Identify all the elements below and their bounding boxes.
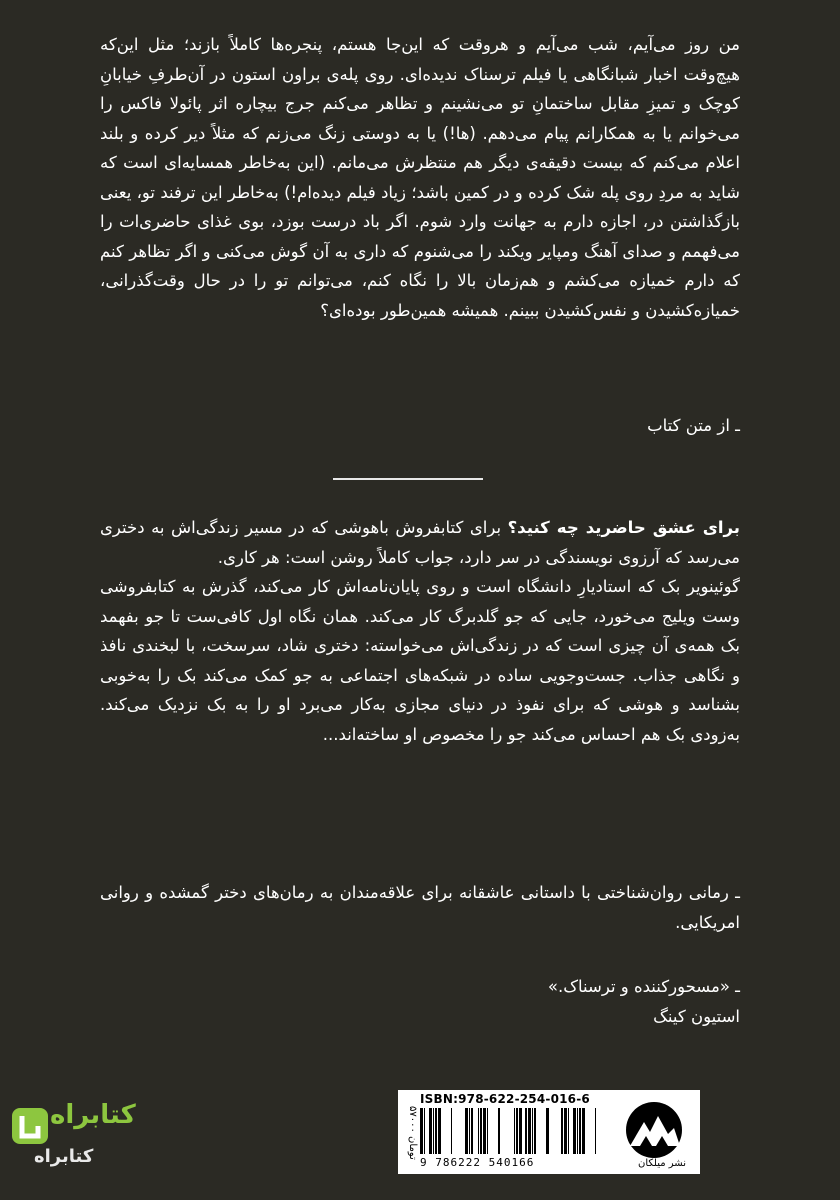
watermark	[10, 1088, 140, 1188]
blurb-question: برای عشق حاضرید چه کنید؟	[507, 518, 740, 537]
endorsement-text: ـ «مسحورکننده و ترسناک.»	[547, 977, 740, 996]
excerpt-text: من روز می‌آیم، شب می‌آیم و هروقت که این‌جا هستم، پنجره‌ها کاملاً بازند؛ مثل این‌که هیچ‌وقت اخبار شبانگاهی یا فیلم ترسناک ندیده‌ای. روی پله‌ی براون استون در آن‌طرفِ خیابانِ کوچک و تمیزِ مقابل ساختمانِ تو می‌نشینم و تظاهر می‌کنم جرج بیچاره اثر پائولا فاکس را می‌خوانم یا به همکارانم پیام می‌دهم. (ها!) یا به دوستی زنگ می‌زنم که مثلاً دیر کرده و بلند اعلام می‌کنم که بیست دقیقه‌ی دیگر هم منتظرش می‌مانم. (این به‌خاطر همسایه‌ای است که شاید به مردِ روی پله شک کرده و در کمین باشد؛ زیاد فیلم دیده‌ام!) به‌خاطر این ترفند تو، یعنی بازگذاشتن در، اجازه دارم به جهانت وارد شوم. اگر باد درست بوزد، بوی غذای حاضری‌ات را می‌فهمم و صدای آهنگ ومپایر ویکند را می‌شنوم که داری به آن گوش می‌کنی و اگر تظاهر کنم که دارم خمیازه می‌کشم و هم‌زمان بالا را نگاه کنم، می‌توانم تو را در حال وقت‌گذرانی، خمیازه‌کشیدن و نفس‌کشیدن ببینم. همیشه همین‌طور بوده‌ای؟	[100, 35, 740, 320]
barcode-bars	[420, 1108, 610, 1154]
endorsement	[548, 972, 740, 1032]
blurb-p1-rest: برای کتابفروش باهوشی که در مسیر زندگی‌اش به دختری می‌رسد که آرزوی نویسندگی در سر دارد، جواب کاملاً روشن است: هر کاری.	[100, 518, 740, 567]
tagline	[100, 878, 740, 937]
divider	[333, 478, 483, 480]
tagline-text: ـ رمانی روان‌شناختی با داستانی عاشقانه برای علاقه‌مندان به رمان‌های دختر گمشده و روانی امریکایی.	[100, 883, 740, 932]
publisher-mountain-logo	[616, 1100, 692, 1160]
barcode-box	[398, 1090, 700, 1174]
blurb	[100, 513, 740, 749]
watermark-word: کتابراه	[50, 1100, 136, 1130]
price-label: ۵۷۰۰۰ تومان	[407, 1106, 418, 1160]
barcode-digits: 9 786222 540166	[420, 1156, 535, 1169]
book-excerpt	[100, 30, 740, 325]
publisher-name: نشر میلکان	[638, 1158, 686, 1169]
blurb-paragraph-1	[100, 513, 740, 572]
excerpt-source: ـ از متن کتاب	[647, 416, 740, 435]
isbn-label: ISBN:978-622-254-016-6	[420, 1092, 590, 1106]
watermark-logo-icon	[10, 1106, 50, 1146]
blurb-paragraph-2: گوئینویر بک که استادیارِ دانشگاه است و روی پایان‌نامه‌اش کار می‌کند، گذرش به کتابفروشی وست ویلیج می‌خورد، جایی که جو گلدبرگ کار می‌کند. همان نگاه اول کافی‌ست تا جو بفهمد بک همه‌ی آن چیزی است که در زندگی‌اش می‌خواسته: دختری شاد، سرسخت، با لبخندی نافذ و نگاهی جذاب. جست‌وجویی ساده در شبکه‌های اجتماعی به جو کمک می‌کند بک را به‌خوبی بشناسد و هوشی که برای نفوذ در دنیای مجازی به‌کار می‌برد او را به بک نزدیک می‌کند. به‌زودی بک هم احساس می‌کند جو را مخصوص او ساخته‌اند...	[100, 577, 740, 744]
watermark-word-gray: کتابراه	[34, 1146, 94, 1167]
endorsement-author: استیون کینگ	[653, 1007, 740, 1026]
